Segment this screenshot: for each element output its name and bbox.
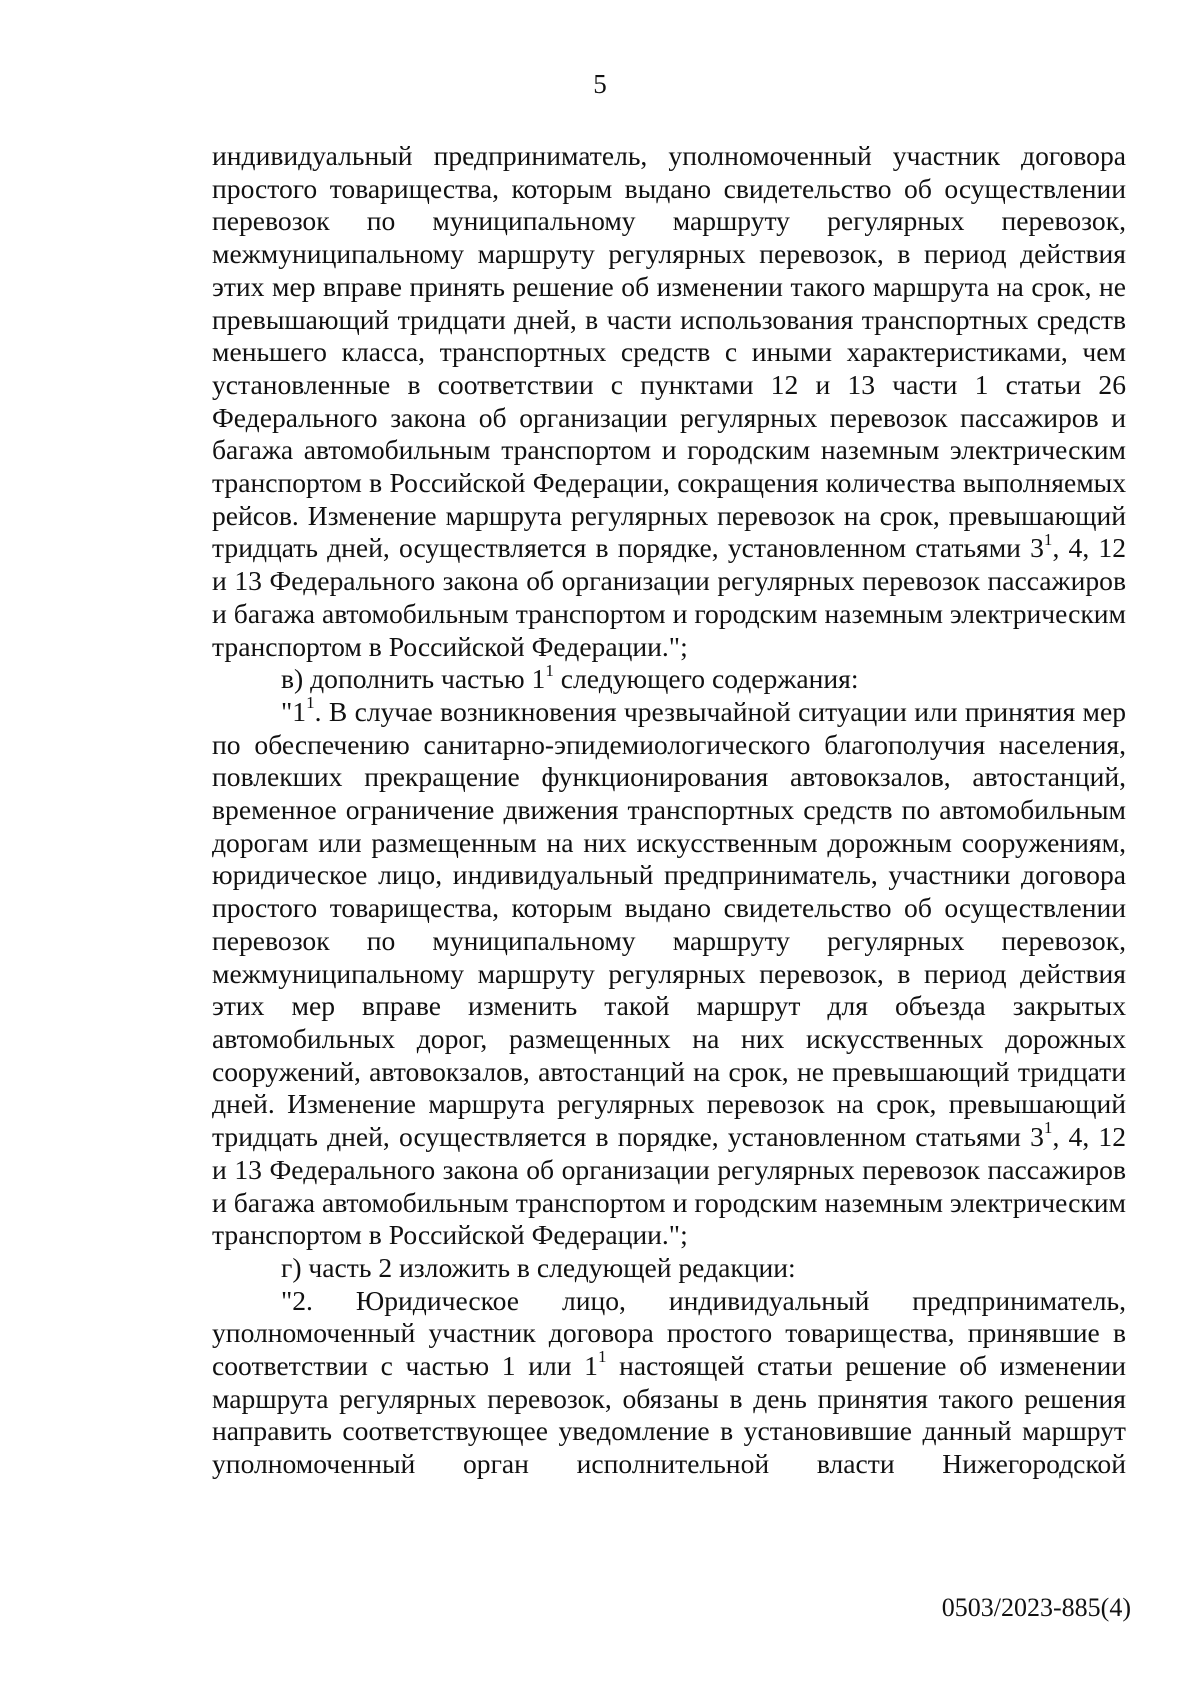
text-run: "2. Юридическое лицо, индивидуальный предприниматель, уполномоченный участник договора простого товарищества, принявшие в соответствии с частью 1 или 1 bbox=[212, 1284, 1126, 1382]
text-run: , 4, 12 и 13 Федерального закона об организации регулярных перевозок пассажиров и багажа автомобильным транспортом и городским наземным электрическим транспортом в Российской Федерации."; bbox=[212, 1121, 1127, 1251]
text-run: , 4, 12 и 13 Федерального закона об организации регулярных перевозок пассажиров и багажа автомобильным транспортом и городским наземным электрическим транспортом в Российской Федерации."; bbox=[212, 532, 1127, 662]
paragraph-part-2 bbox=[212, 1285, 1126, 1481]
paragraph-item-v bbox=[212, 660, 1126, 696]
paragraph-continuation bbox=[212, 140, 1126, 663]
superscript-index: 1 bbox=[597, 1347, 607, 1367]
superscript-index: 1 bbox=[306, 693, 315, 713]
text-run: . В случае возникновения чрезвычайной ситуации или принятия мер по обеспечению санитарно-эпидемиологического благополучия населения, повлекших прекращение функционирования автовокзалов, автостанций, временное ограничение движения транспортных средств по автомобильным дорогам или размещенным на них искусственным дорожным сооружениям, юридическое лицо, индивидуальный предприниматель, участники договора простого товарищества, которым выдано свидетельство об осуществлении перевозок по муниципальному маршруту регулярных перевозок, межмуниципальному маршруту регулярных перевозок, в период действия этих мер вправе изменить такой маршрут для объезда закрытых автомобильных дорог, размещенных на них искусственных дорожных сооружений, автовокзалов, автостанций на срок, не превышающий тридцати дней. Изменение маршрута регулярных перевозок на срок, превышающий тридцать дней, осуществляется в порядке, установленном статьями 3 bbox=[212, 695, 1126, 1153]
text-run: г) часть 2 изложить в следующей редакции: bbox=[281, 1251, 796, 1283]
text-run: "1 bbox=[281, 695, 307, 727]
text-run: в) дополнить частью 1 bbox=[281, 663, 546, 695]
text-run: индивидуальный предприниматель, уполномоченный участник договора простого товарищества, которым выдано свидетельство об осуществлении перевозок по муниципальному маршруту регулярных перевозок, межмуниципальному маршруту регулярных перевозок, в период действия этих мер вправе принять решение об изменении такого маршрута на срок, не превышающий тридцати дней, в части использования транспортных средств меньшего класса, транспортных средств с иными характеристиками, чем установленные в соответствии с пунктами 12 и 13 части 1 статьи 26 Федерального закона об организации регулярных перевозок пассажиров и багажа автомобильным транспортом и городским наземным электрическим транспортом в Российской Федерации, сокращения количества выполняемых рейсов. Изменение маршрута регулярных перевозок на срок, превышающий тридцать дней, осуществляется в порядке, установленном статьями 3 bbox=[212, 140, 1126, 564]
paragraph-item-g bbox=[212, 1252, 1126, 1285]
document-body bbox=[212, 140, 1126, 1481]
paragraph-part-1-1 bbox=[212, 693, 1127, 1252]
superscript-index: 1 bbox=[1043, 1118, 1053, 1138]
text-run: настоящей статьи решение об изменении маршрута регулярных перевозок, обязаны в день принятия такого решения направить соответствующее уведомление в установившие данный маршрут уполномоченный орган исполнительной власти Нижегородской bbox=[212, 1350, 1126, 1480]
superscript-index: 1 bbox=[545, 660, 554, 680]
document-id: 0503/2023-885(4) bbox=[941, 1593, 1131, 1622]
superscript-index: 1 bbox=[1043, 529, 1053, 549]
page-number: 5 bbox=[593, 69, 607, 99]
text-run: следующего содержания: bbox=[553, 663, 859, 695]
